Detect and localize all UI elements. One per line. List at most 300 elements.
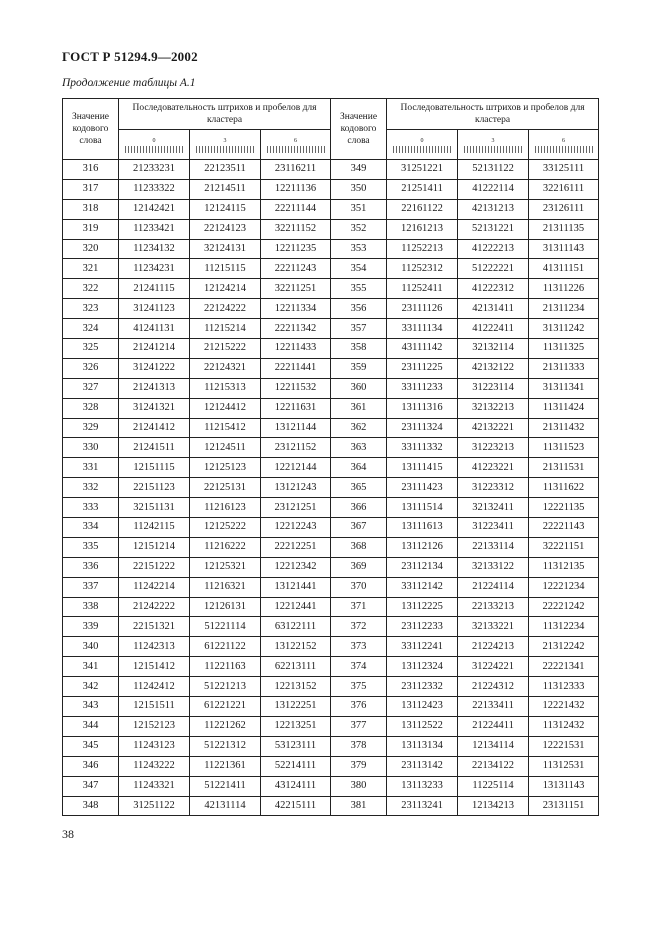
bar-space-sequence-cell: 12211532 — [261, 378, 331, 398]
bar-space-sequence-cell: 33112241 — [387, 637, 458, 657]
bar-space-sequence-cell: 11312531 — [529, 756, 599, 776]
codeword-value-cell: 376 — [331, 697, 387, 717]
codeword-value-cell: 320 — [63, 239, 119, 259]
bar-space-sequence-cell: 32132411 — [458, 498, 529, 518]
bar-space-sequence-cell: 31311341 — [529, 378, 599, 398]
codeword-value-cell: 362 — [331, 418, 387, 438]
bar-space-sequence-cell: 12213152 — [261, 677, 331, 697]
bar-space-sequence-cell: 21311432 — [529, 418, 599, 438]
bar-space-sequence-cell: 22221341 — [529, 657, 599, 677]
cluster-number: 3 — [491, 137, 495, 144]
bar-space-sequence-cell: 21241511 — [119, 438, 190, 458]
header-cluster-6-left — [261, 130, 331, 160]
bar-space-sequence-cell: 22151321 — [119, 617, 190, 637]
bar-space-sequence-cell: 21241214 — [119, 339, 190, 359]
bar-space-sequence-cell: 33112142 — [387, 577, 458, 597]
bar-space-sequence-cell: 22123511 — [190, 160, 261, 180]
bar-space-sequence-cell: 23111324 — [387, 418, 458, 438]
bar-space-sequence-cell: 11215214 — [190, 319, 261, 339]
bar-space-sequence-cell: 41222114 — [458, 179, 529, 199]
bar-space-sequence-cell: 22211144 — [261, 199, 331, 219]
codeword-value-cell: 379 — [331, 756, 387, 776]
bar-space-sequence-cell: 22221143 — [529, 518, 599, 538]
codeword-value-cell: 359 — [331, 358, 387, 378]
bar-space-sequence-cell: 32132114 — [458, 339, 529, 359]
header-cluster-0-right — [387, 130, 458, 160]
bar-space-sequence-cell: 11216123 — [190, 498, 261, 518]
cluster-number: 0 — [152, 137, 156, 144]
bar-space-sequence-cell: 13112324 — [387, 657, 458, 677]
bar-space-sequence-cell: 22133114 — [458, 537, 529, 557]
codeword-value-cell: 375 — [331, 677, 387, 697]
bar-space-sequence-cell: 31311143 — [529, 239, 599, 259]
codeword-value-cell: 332 — [63, 478, 119, 498]
bar-space-sequence-cell: 13131143 — [529, 776, 599, 796]
bar-space-sequence-cell: 32216111 — [529, 179, 599, 199]
bar-space-sequence-cell: 23111225 — [387, 358, 458, 378]
table-row — [63, 319, 599, 339]
codeword-value-cell: 343 — [63, 697, 119, 717]
bar-space-sequence-cell: 11252213 — [387, 239, 458, 259]
bar-space-sequence-cell: 42132122 — [458, 358, 529, 378]
codeword-value-cell: 322 — [63, 279, 119, 299]
bar-space-sequence-cell: 31224221 — [458, 657, 529, 677]
bar-pattern-icon — [393, 146, 451, 153]
bar-space-sequence-cell: 22211441 — [261, 358, 331, 378]
bar-space-sequence-cell: 12211136 — [261, 179, 331, 199]
bar-space-sequence-cell: 12151412 — [119, 657, 190, 677]
codeword-value-cell: 324 — [63, 319, 119, 339]
bar-space-sequence-cell: 31241321 — [119, 398, 190, 418]
bar-space-sequence-cell: 11225114 — [458, 776, 529, 796]
bar-space-sequence-cell: 13112126 — [387, 537, 458, 557]
table-row — [63, 438, 599, 458]
bar-space-sequence-cell: 23111126 — [387, 299, 458, 319]
bar-pattern-icon — [196, 146, 254, 153]
bar-space-sequence-cell: 11234231 — [119, 259, 190, 279]
bar-space-sequence-cell: 13111415 — [387, 458, 458, 478]
table-row — [63, 756, 599, 776]
bar-pattern-icon — [125, 146, 183, 153]
table-row — [63, 677, 599, 697]
codeword-value-cell: 328 — [63, 398, 119, 418]
table-row — [63, 219, 599, 239]
bar-space-sequence-cell: 23131151 — [529, 796, 599, 816]
bar-space-sequence-cell: 12212342 — [261, 557, 331, 577]
codeword-value-cell: 346 — [63, 756, 119, 776]
table-row — [63, 776, 599, 796]
bar-space-sequence-cell: 32133122 — [458, 557, 529, 577]
bar-space-sequence-cell: 12212441 — [261, 597, 331, 617]
header-sequence-right: Последовательность штрихов и пробелов для кластера — [387, 99, 599, 130]
codeword-value-cell: 316 — [63, 160, 119, 180]
cluster-number: 6 — [294, 137, 297, 144]
bar-space-sequence-cell: 12125321 — [190, 557, 261, 577]
codeword-value-cell: 365 — [331, 478, 387, 498]
codeword-value-cell: 372 — [331, 617, 387, 637]
codeword-value-cell: 353 — [331, 239, 387, 259]
bar-space-sequence-cell: 41222213 — [458, 239, 529, 259]
bar-space-sequence-cell: 31223312 — [458, 478, 529, 498]
bar-space-sequence-cell: 12126131 — [190, 597, 261, 617]
bar-space-sequence-cell: 32133221 — [458, 617, 529, 637]
bar-pattern-icon — [464, 146, 522, 153]
bar-space-sequence-cell: 51221411 — [190, 776, 261, 796]
bar-space-sequence-cell: 31223213 — [458, 438, 529, 458]
codeword-value-cell: 333 — [63, 498, 119, 518]
bar-space-sequence-cell: 52214111 — [261, 756, 331, 776]
bar-space-sequence-cell: 21311234 — [529, 299, 599, 319]
bar-space-sequence-cell: 11216321 — [190, 577, 261, 597]
table-row — [63, 458, 599, 478]
bar-space-sequence-cell: 12125123 — [190, 458, 261, 478]
table-caption: Продолжение таблицы А.1 — [62, 77, 196, 89]
bar-space-sequence-cell: 41223221 — [458, 458, 529, 478]
table-row — [63, 498, 599, 518]
bar-space-sequence-cell: 11242412 — [119, 677, 190, 697]
codeword-value-cell: 325 — [63, 339, 119, 359]
bar-space-sequence-cell: 11311226 — [529, 279, 599, 299]
codeword-value-cell: 348 — [63, 796, 119, 816]
bar-space-sequence-cell: 42215111 — [261, 796, 331, 816]
table-row — [63, 716, 599, 736]
bar-space-sequence-cell: 22151222 — [119, 557, 190, 577]
bar-space-sequence-cell: 32124131 — [190, 239, 261, 259]
bar-space-sequence-cell: 42132221 — [458, 418, 529, 438]
codeword-value-cell: 321 — [63, 259, 119, 279]
bar-space-sequence-cell: 12221531 — [529, 736, 599, 756]
bar-space-sequence-cell: 12152123 — [119, 716, 190, 736]
bar-space-sequence-cell: 22151123 — [119, 478, 190, 498]
codeword-value-cell: 361 — [331, 398, 387, 418]
table-row — [63, 518, 599, 538]
bar-space-sequence-cell: 11221262 — [190, 716, 261, 736]
bar-space-sequence-cell: 11312432 — [529, 716, 599, 736]
bar-space-sequence-cell: 43124111 — [261, 776, 331, 796]
bar-space-sequence-cell: 63122111 — [261, 617, 331, 637]
bar-space-sequence-cell: 51221114 — [190, 617, 261, 637]
codeword-value-cell: 329 — [63, 418, 119, 438]
bar-space-sequence-cell: 12161213 — [387, 219, 458, 239]
table-row — [63, 617, 599, 637]
codeword-value-cell: 373 — [331, 637, 387, 657]
bar-space-sequence-cell: 11215412 — [190, 418, 261, 438]
bar-space-sequence-cell: 12142421 — [119, 199, 190, 219]
bar-space-sequence-cell: 12124214 — [190, 279, 261, 299]
bar-space-sequence-cell: 23121152 — [261, 438, 331, 458]
bar-space-sequence-cell: 52131221 — [458, 219, 529, 239]
bar-space-sequence-cell: 13113134 — [387, 736, 458, 756]
header-sequence-left: Последовательность штрихов и пробелов для кластера — [119, 99, 331, 130]
codeword-value-cell: 351 — [331, 199, 387, 219]
table-row — [63, 537, 599, 557]
codeword-value-cell: 337 — [63, 577, 119, 597]
bar-space-sequence-cell: 31241222 — [119, 358, 190, 378]
bar-space-sequence-cell: 22134122 — [458, 756, 529, 776]
codeword-value-cell: 370 — [331, 577, 387, 597]
bar-space-sequence-cell: 11312135 — [529, 557, 599, 577]
bar-space-sequence-cell: 13111613 — [387, 518, 458, 538]
bar-space-sequence-cell: 32221151 — [529, 537, 599, 557]
bar-space-sequence-cell: 22124321 — [190, 358, 261, 378]
codeword-value-cell: 347 — [63, 776, 119, 796]
codeword-value-cell: 371 — [331, 597, 387, 617]
bar-space-sequence-cell: 42131213 — [458, 199, 529, 219]
bar-space-sequence-cell: 22211342 — [261, 319, 331, 339]
codeword-value-cell: 345 — [63, 736, 119, 756]
bar-space-sequence-cell: 11233421 — [119, 219, 190, 239]
codeword-value-cell: 326 — [63, 358, 119, 378]
bar-space-sequence-cell: 41311151 — [529, 259, 599, 279]
bar-space-sequence-cell: 31223411 — [458, 518, 529, 538]
bar-space-sequence-cell: 13113233 — [387, 776, 458, 796]
bar-space-sequence-cell: 42131411 — [458, 299, 529, 319]
codeword-value-cell: 378 — [331, 736, 387, 756]
bar-space-sequence-cell: 23112332 — [387, 677, 458, 697]
codeword-value-cell: 317 — [63, 179, 119, 199]
bar-space-sequence-cell: 12125222 — [190, 518, 261, 538]
table-row — [63, 478, 599, 498]
bar-space-sequence-cell: 13111316 — [387, 398, 458, 418]
bar-space-sequence-cell: 41222312 — [458, 279, 529, 299]
bar-space-sequence-cell: 23112233 — [387, 617, 458, 637]
codeword-value-cell: 341 — [63, 657, 119, 677]
header-cluster-3-right — [458, 130, 529, 160]
header-codeword-value-right: Значение кодового слова — [331, 99, 387, 160]
cluster-number: 0 — [420, 137, 424, 144]
table-row — [63, 179, 599, 199]
codeword-table — [62, 98, 599, 816]
table-row — [63, 199, 599, 219]
bar-space-sequence-cell: 12211235 — [261, 239, 331, 259]
table-row — [63, 279, 599, 299]
codeword-value-cell: 330 — [63, 438, 119, 458]
bar-space-sequence-cell: 11234132 — [119, 239, 190, 259]
bar-space-sequence-cell: 21241115 — [119, 279, 190, 299]
bar-space-sequence-cell: 21241412 — [119, 418, 190, 438]
codeword-value-cell: 338 — [63, 597, 119, 617]
bar-space-sequence-cell: 21224411 — [458, 716, 529, 736]
page-number: 38 — [62, 827, 74, 841]
bar-space-sequence-cell: 32211251 — [261, 279, 331, 299]
bar-space-sequence-cell: 12211433 — [261, 339, 331, 359]
bar-space-sequence-cell: 23121251 — [261, 498, 331, 518]
bar-space-sequence-cell: 33111332 — [387, 438, 458, 458]
bar-space-sequence-cell: 33125111 — [529, 160, 599, 180]
bar-space-sequence-cell: 33111233 — [387, 378, 458, 398]
bar-space-sequence-cell: 22124123 — [190, 219, 261, 239]
bar-space-sequence-cell: 31251221 — [387, 160, 458, 180]
bar-space-sequence-cell: 11311325 — [529, 339, 599, 359]
codeword-value-cell: 356 — [331, 299, 387, 319]
codeword-value-cell: 380 — [331, 776, 387, 796]
table-row — [63, 796, 599, 816]
table-row — [63, 299, 599, 319]
bar-space-sequence-cell: 21312242 — [529, 637, 599, 657]
bar-space-sequence-cell: 21311333 — [529, 358, 599, 378]
table-row — [63, 736, 599, 756]
codeword-value-cell: 319 — [63, 219, 119, 239]
table-row — [63, 657, 599, 677]
bar-space-sequence-cell: 11242214 — [119, 577, 190, 597]
bar-space-sequence-cell: 22125131 — [190, 478, 261, 498]
bar-space-sequence-cell: 11233322 — [119, 179, 190, 199]
bar-space-sequence-cell: 11215313 — [190, 378, 261, 398]
bar-space-sequence-cell: 13111514 — [387, 498, 458, 518]
codeword-value-cell: 381 — [331, 796, 387, 816]
bar-space-sequence-cell: 41241131 — [119, 319, 190, 339]
bar-space-sequence-cell: 11243222 — [119, 756, 190, 776]
bar-space-sequence-cell: 11311523 — [529, 438, 599, 458]
bar-space-sequence-cell: 32151131 — [119, 498, 190, 518]
table-row — [63, 637, 599, 657]
bar-space-sequence-cell: 21224213 — [458, 637, 529, 657]
bar-pattern-icon — [535, 146, 593, 153]
codeword-value-cell: 334 — [63, 518, 119, 538]
bar-space-sequence-cell: 11252411 — [387, 279, 458, 299]
bar-space-sequence-cell: 11242115 — [119, 518, 190, 538]
table-row — [63, 259, 599, 279]
bar-space-sequence-cell: 51221213 — [190, 677, 261, 697]
codeword-value-cell: 360 — [331, 378, 387, 398]
bar-space-sequence-cell: 31311242 — [529, 319, 599, 339]
bar-space-sequence-cell: 13122251 — [261, 697, 331, 717]
codeword-value-cell: 336 — [63, 557, 119, 577]
codeword-value-cell: 377 — [331, 716, 387, 736]
codeword-value-cell: 358 — [331, 339, 387, 359]
bar-space-sequence-cell: 12124511 — [190, 438, 261, 458]
bar-space-sequence-cell: 11221361 — [190, 756, 261, 776]
bar-space-sequence-cell: 31223114 — [458, 378, 529, 398]
bar-space-sequence-cell: 12211631 — [261, 398, 331, 418]
bar-space-sequence-cell: 12212144 — [261, 458, 331, 478]
codeword-value-cell: 368 — [331, 537, 387, 557]
codeword-value-cell: 354 — [331, 259, 387, 279]
bar-space-sequence-cell: 22124222 — [190, 299, 261, 319]
codeword-value-cell: 327 — [63, 378, 119, 398]
bar-space-sequence-cell: 12211334 — [261, 299, 331, 319]
codeword-value-cell: 323 — [63, 299, 119, 319]
codeword-value-cell: 367 — [331, 518, 387, 538]
bar-space-sequence-cell: 22211243 — [261, 259, 331, 279]
bar-space-sequence-cell: 42131114 — [190, 796, 261, 816]
bar-space-sequence-cell: 12221432 — [529, 697, 599, 717]
header-cluster-6-right — [529, 130, 599, 160]
codeword-value-cell: 355 — [331, 279, 387, 299]
bar-space-sequence-cell: 12151115 — [119, 458, 190, 478]
bar-space-sequence-cell: 62213111 — [261, 657, 331, 677]
bar-space-sequence-cell: 12221135 — [529, 498, 599, 518]
bar-space-sequence-cell: 61221122 — [190, 637, 261, 657]
bar-space-sequence-cell: 11311424 — [529, 398, 599, 418]
bar-space-sequence-cell: 33111134 — [387, 319, 458, 339]
bar-space-sequence-cell: 13112423 — [387, 697, 458, 717]
table-row — [63, 160, 599, 180]
codeword-value-cell: 318 — [63, 199, 119, 219]
header-codeword-value-left: Значение кодового слова — [63, 99, 119, 160]
bar-space-sequence-cell: 11216222 — [190, 537, 261, 557]
bar-space-sequence-cell: 23116211 — [261, 160, 331, 180]
bar-space-sequence-cell: 52131122 — [458, 160, 529, 180]
bar-space-sequence-cell: 11311622 — [529, 478, 599, 498]
bar-space-sequence-cell: 11242313 — [119, 637, 190, 657]
bar-space-sequence-cell: 11243321 — [119, 776, 190, 796]
bar-space-sequence-cell: 22133213 — [458, 597, 529, 617]
codeword-value-cell: 339 — [63, 617, 119, 637]
codeword-value-cell: 369 — [331, 557, 387, 577]
table-row — [63, 398, 599, 418]
bar-space-sequence-cell: 12212243 — [261, 518, 331, 538]
bar-space-sequence-cell: 22161122 — [387, 199, 458, 219]
codeword-value-cell: 335 — [63, 537, 119, 557]
table-row — [63, 378, 599, 398]
document-header: ГОСТ Р 51294.9—2002 — [62, 49, 198, 64]
bar-space-sequence-cell: 21251411 — [387, 179, 458, 199]
header-cluster-3-left — [190, 130, 261, 160]
bar-space-sequence-cell: 22221242 — [529, 597, 599, 617]
codeword-value-cell: 331 — [63, 458, 119, 478]
bar-space-sequence-cell: 11252312 — [387, 259, 458, 279]
bar-space-sequence-cell: 11243123 — [119, 736, 190, 756]
bar-space-sequence-cell: 13112522 — [387, 716, 458, 736]
bar-space-sequence-cell: 23113241 — [387, 796, 458, 816]
bar-space-sequence-cell: 11312333 — [529, 677, 599, 697]
bar-space-sequence-cell: 13121243 — [261, 478, 331, 498]
bar-space-sequence-cell: 12151214 — [119, 537, 190, 557]
bar-space-sequence-cell: 23126111 — [529, 199, 599, 219]
bar-pattern-icon — [267, 146, 325, 153]
bar-space-sequence-cell: 21215222 — [190, 339, 261, 359]
codeword-value-cell: 344 — [63, 716, 119, 736]
bar-space-sequence-cell: 21233231 — [119, 160, 190, 180]
bar-space-sequence-cell: 12151511 — [119, 697, 190, 717]
bar-space-sequence-cell: 13112225 — [387, 597, 458, 617]
bar-space-sequence-cell: 31251122 — [119, 796, 190, 816]
codeword-value-cell: 342 — [63, 677, 119, 697]
bar-space-sequence-cell: 12124412 — [190, 398, 261, 418]
codeword-value-cell: 366 — [331, 498, 387, 518]
bar-space-sequence-cell: 21224312 — [458, 677, 529, 697]
bar-space-sequence-cell: 11312234 — [529, 617, 599, 637]
table-row — [63, 358, 599, 378]
codeword-value-cell: 357 — [331, 319, 387, 339]
codeword-value-cell: 352 — [331, 219, 387, 239]
codeword-value-cell: 349 — [331, 160, 387, 180]
codeword-value-cell: 363 — [331, 438, 387, 458]
bar-space-sequence-cell: 13121144 — [261, 418, 331, 438]
bar-space-sequence-cell: 51221312 — [190, 736, 261, 756]
bar-space-sequence-cell: 22212251 — [261, 537, 331, 557]
header-cluster-0-left — [119, 130, 190, 160]
codeword-value-cell: 350 — [331, 179, 387, 199]
bar-space-sequence-cell: 23113142 — [387, 756, 458, 776]
bar-space-sequence-cell: 21224114 — [458, 577, 529, 597]
table-row — [63, 557, 599, 577]
bar-space-sequence-cell: 51222221 — [458, 259, 529, 279]
table-row — [63, 339, 599, 359]
bar-space-sequence-cell: 53123111 — [261, 736, 331, 756]
bar-space-sequence-cell: 21311531 — [529, 458, 599, 478]
bar-space-sequence-cell: 21241313 — [119, 378, 190, 398]
bar-space-sequence-cell: 43111142 — [387, 339, 458, 359]
bar-space-sequence-cell: 21311135 — [529, 219, 599, 239]
bar-space-sequence-cell: 22133411 — [458, 697, 529, 717]
bar-space-sequence-cell: 12221234 — [529, 577, 599, 597]
cluster-number: 6 — [562, 137, 566, 144]
bar-space-sequence-cell: 13121441 — [261, 577, 331, 597]
table-row — [63, 577, 599, 597]
cluster-number: 3 — [223, 137, 227, 144]
